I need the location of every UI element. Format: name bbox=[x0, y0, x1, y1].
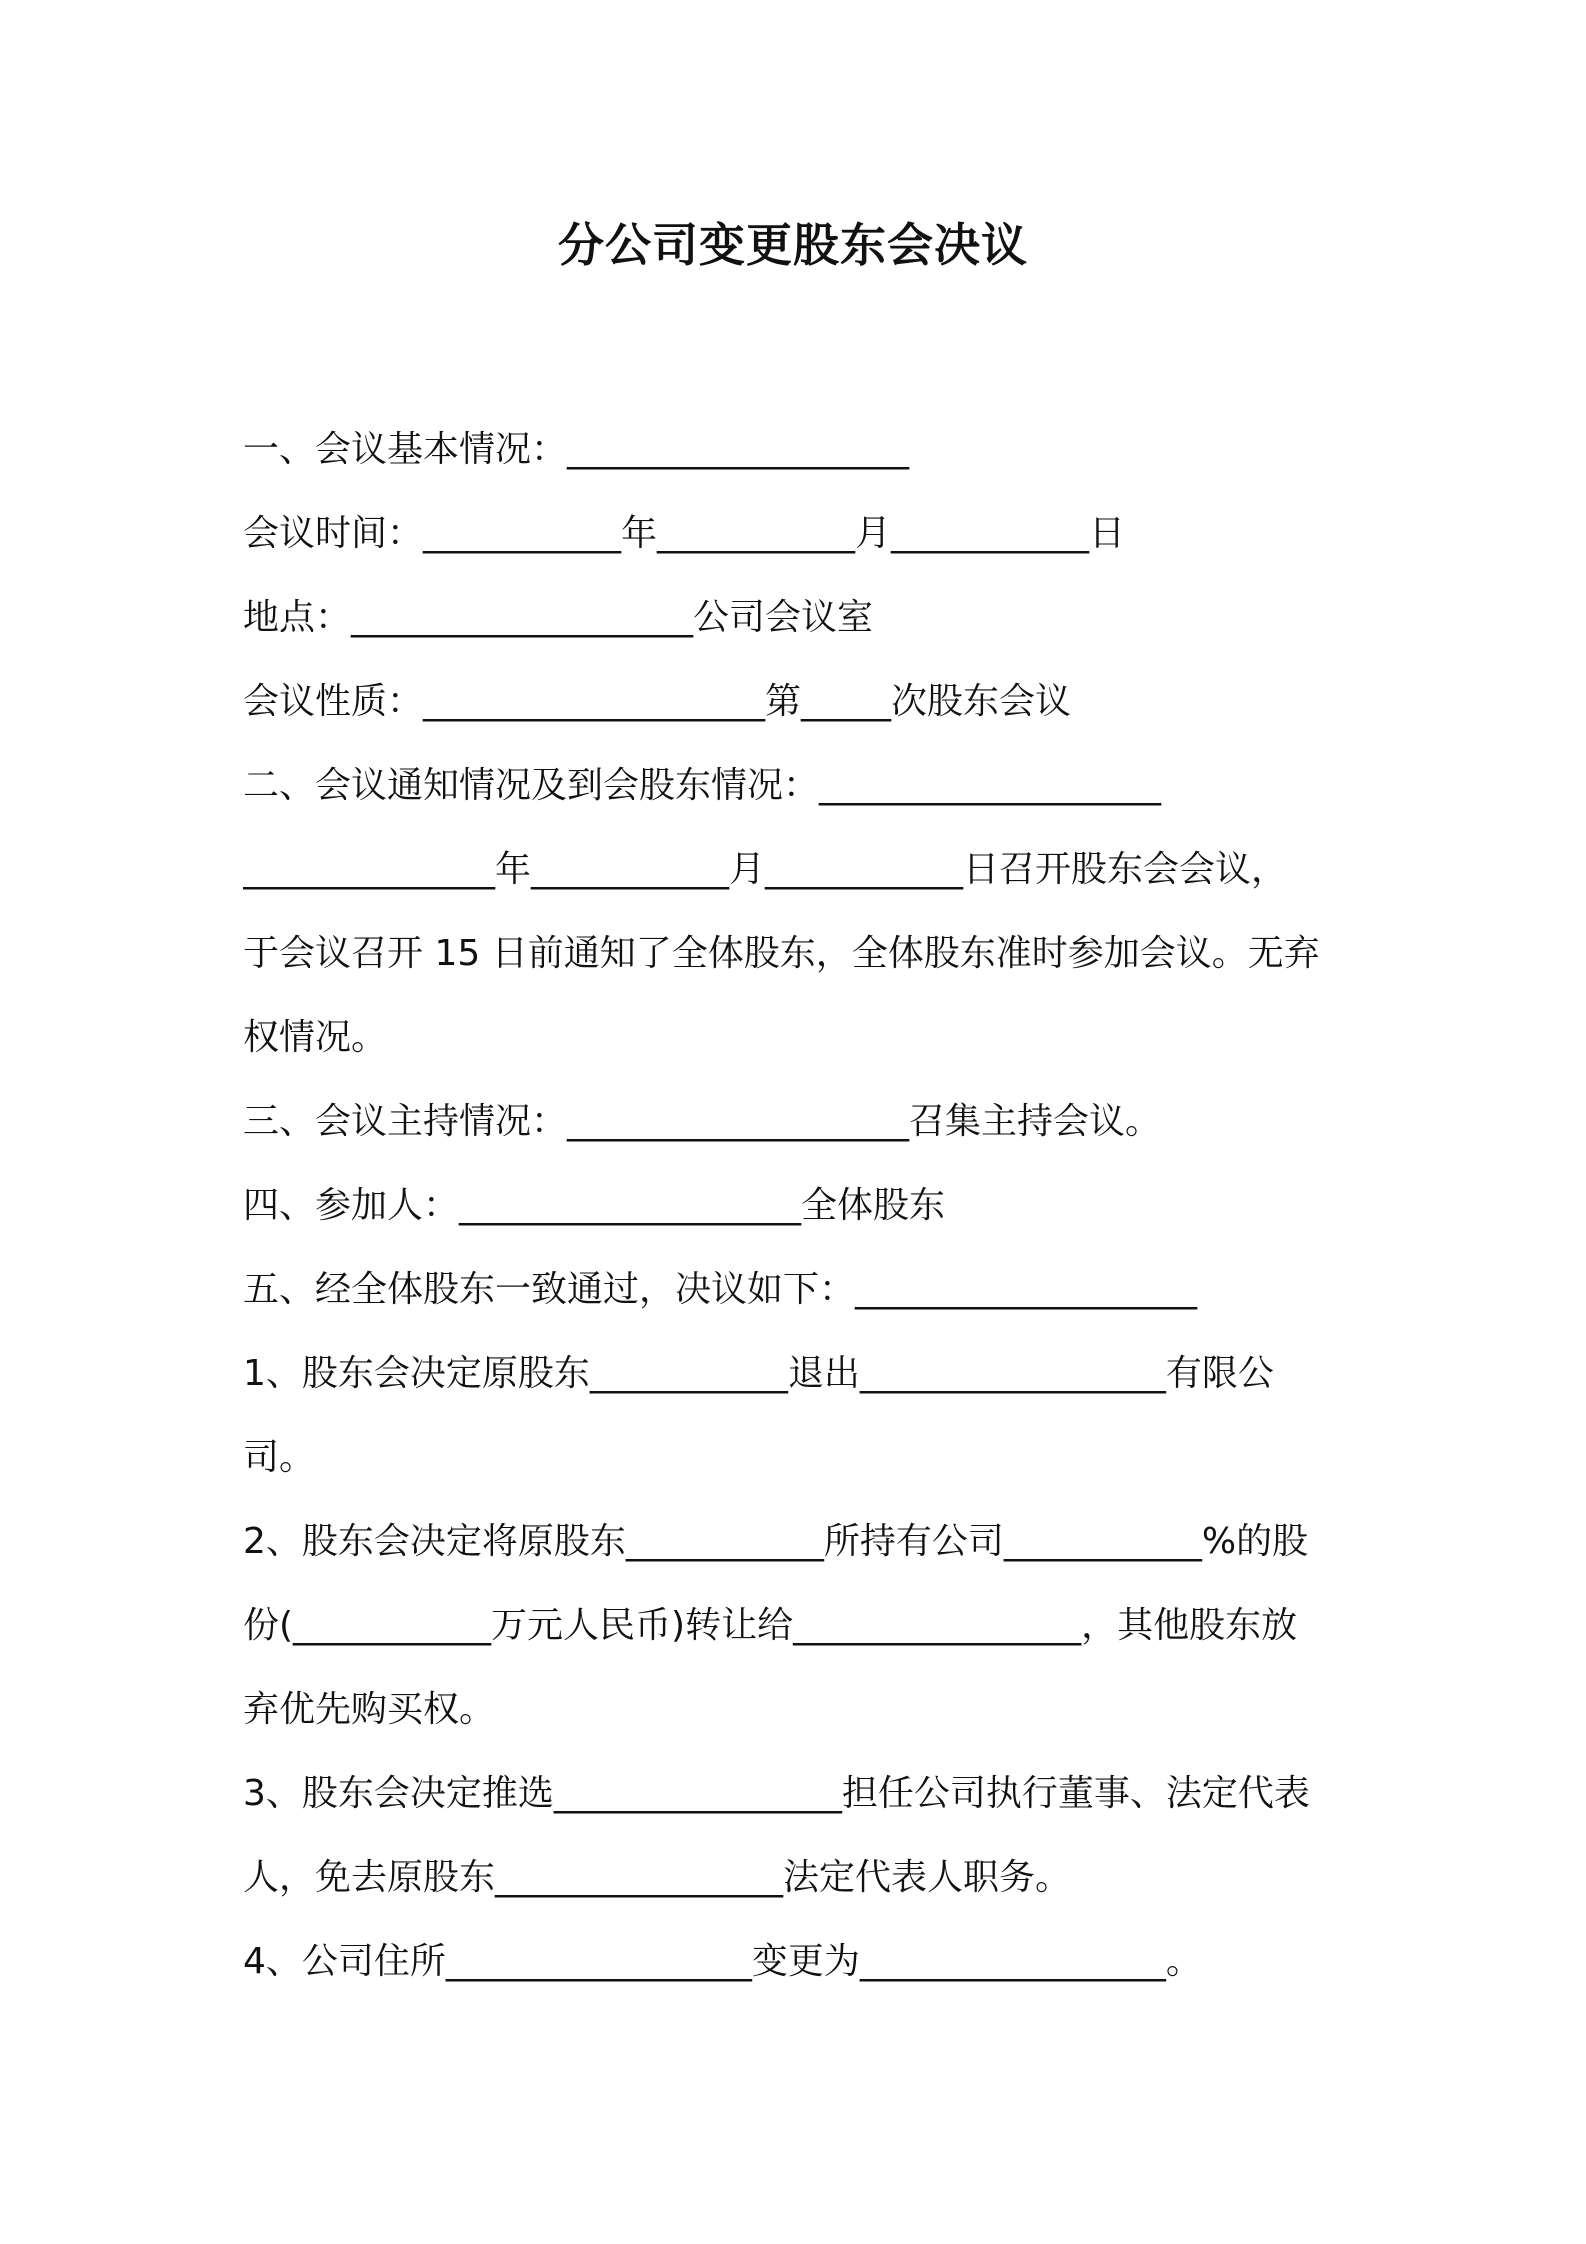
document-title: 分公司变更股东会决议 bbox=[558, 218, 1028, 272]
document-body bbox=[243, 408, 1358, 2004]
notice-statement-line: 于会议召开 15 日前通知了全体股东，全体股东准时参加会议。无弃 bbox=[243, 933, 1320, 974]
meeting-date-line: ______________年___________月___________日召开股东会会议， bbox=[243, 849, 1288, 890]
resolution-1-line-cont: 司。 bbox=[243, 1437, 316, 1478]
meeting-time-line: 会议时间：___________年___________月___________日 bbox=[243, 513, 1126, 554]
resolution-3-line: 3、股东会决定推选________________担任公司执行董事、法定代表 bbox=[243, 1773, 1310, 1814]
resolution-4-line: 4、公司住所_________________变更为_________________。 bbox=[243, 1941, 1202, 1982]
section-1-basic-info: 一、会议基本情况：___________________ bbox=[243, 429, 910, 470]
section-2-notice-attendance: 二、会议通知情况及到会股东情况：___________________ bbox=[243, 765, 1162, 806]
section-5-resolution-intro: 五、经全体股东一致通过，决议如下：___________________ bbox=[243, 1269, 1198, 1310]
resolution-1-line: 1、股东会决定原股东___________退出_________________有限公 bbox=[243, 1353, 1274, 1394]
resolution-2-line-end: 弃优先购买权。 bbox=[243, 1689, 496, 1730]
meeting-location-line: 地点：___________________公司会议室 bbox=[243, 597, 874, 638]
meeting-nature-line: 会议性质：___________________第_____次股东会议 bbox=[243, 681, 1072, 722]
notice-statement-line-cont: 权情况。 bbox=[243, 1017, 388, 1058]
resolution-3-line-cont: 人，免去原股东________________法定代表人职务。 bbox=[243, 1857, 1072, 1898]
resolution-2-line: 2、股东会决定将原股东___________所持有公司___________%的股 bbox=[243, 1521, 1309, 1562]
section-3-host-info: 三、会议主持情况：___________________召集主持会议。 bbox=[243, 1101, 1162, 1142]
section-4-attendees: 四、参加人：___________________全体股东 bbox=[243, 1185, 946, 1226]
resolution-2-line-cont: 份(___________万元人民币)转让给________________，其他股东放 bbox=[243, 1605, 1298, 1646]
